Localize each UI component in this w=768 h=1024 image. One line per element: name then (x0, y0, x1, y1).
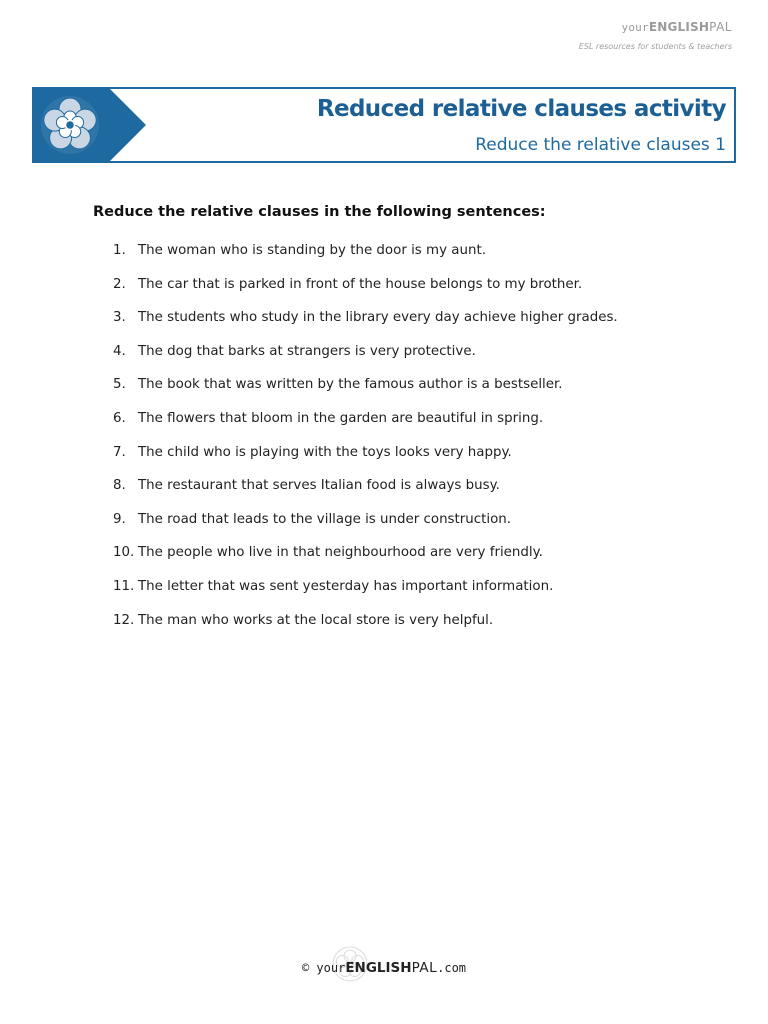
brand-block (579, 20, 732, 51)
item-number: 4. (113, 343, 126, 359)
brand-tagline: ESL resources for students & teachers (578, 42, 732, 51)
brand-name-light: PAL (709, 20, 732, 34)
page-title: Reduced relative clauses activity (316, 96, 726, 122)
item-text: The book that was written by the famous author is a bestseller. (138, 377, 563, 393)
item-text: The dog that barks at strangers is very protective. (138, 343, 476, 359)
item-number: 2. (113, 276, 126, 292)
list-item (113, 512, 618, 546)
item-number: 6. (113, 410, 126, 426)
item-number: 9. (113, 511, 126, 527)
footer-prefix: your (316, 961, 346, 975)
footer-name-bold: ENGLISH (345, 960, 412, 976)
list-item (113, 478, 618, 512)
brand-logo (579, 20, 732, 34)
list-item (113, 579, 618, 613)
list-item (113, 545, 618, 579)
title-banner (32, 87, 736, 163)
item-text: The flowers that bloom in the garden are beautiful in spring. (138, 410, 544, 426)
footer-name-light: PAL (411, 960, 438, 976)
item-number: 12. (113, 612, 135, 628)
item-text: The man who works at the local store is very helpful. (138, 612, 494, 628)
brand-name-bold: ENGLISH (648, 20, 710, 34)
item-number: 8. (113, 478, 126, 494)
item-number: 3. (113, 310, 126, 326)
item-text: The child who is playing with the toys looks very happy. (138, 444, 512, 460)
item-text: The car that is parked in front of the house belongs to my brother. (138, 276, 583, 292)
item-number: 1. (113, 243, 126, 258)
sentence-list (113, 243, 618, 646)
page-subtitle: Reduce the relative clauses 1 (475, 135, 726, 155)
item-text: The restaurant that serves Italian food is always busy. (138, 478, 500, 494)
instructions-heading: Reduce the relative clauses in the following sentences: (93, 204, 546, 220)
copyright-symbol: © (301, 961, 310, 975)
item-text: The letter that was sent yesterday has important information. (138, 578, 554, 594)
list-item (113, 411, 618, 445)
list-item (113, 445, 618, 479)
item-number: 10. (113, 545, 135, 561)
item-text: The road that leads to the village is under construction. (138, 511, 512, 527)
item-text: The woman who is standing by the door is my aunt. (138, 243, 486, 258)
item-text: The people who live in that neighbourhood are very friendly. (138, 545, 543, 561)
item-text: The students who study in the library every day achieve higher grades. (138, 310, 618, 326)
item-number: 7. (113, 444, 126, 460)
tudor-rose-icon (41, 96, 99, 154)
list-item (113, 613, 618, 647)
list-item (113, 344, 618, 378)
footer-suffix: .com (437, 961, 467, 975)
item-number: 5. (113, 377, 126, 393)
list-item (113, 310, 618, 344)
list-item (113, 243, 618, 277)
brand-prefix: your (621, 21, 649, 34)
banner-flag (32, 87, 146, 163)
item-number: 11. (113, 578, 135, 594)
list-item (113, 377, 618, 411)
list-item (113, 277, 618, 311)
footer-credit (0, 960, 768, 976)
